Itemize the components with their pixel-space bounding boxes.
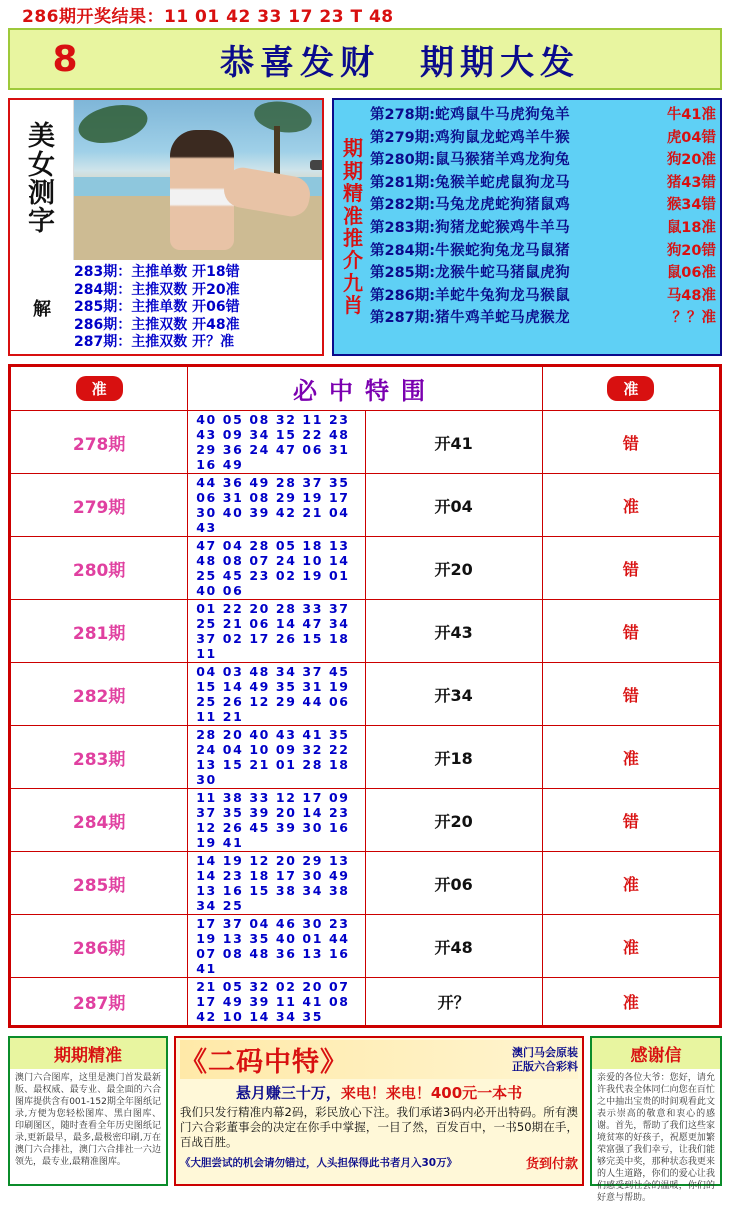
status-badge: 准	[607, 376, 654, 401]
forecast-result: 虎04错	[666, 129, 716, 146]
bottom-left-panel	[8, 1036, 168, 1186]
list-item: 283期：主推单数 开18错	[74, 264, 240, 280]
bottom-section	[8, 1036, 722, 1203]
ad-subtitle	[512, 1046, 578, 1074]
row-result: 错	[542, 789, 719, 852]
header-right-badge-cell	[542, 367, 719, 411]
forecast-side-char-5: 介	[343, 248, 363, 273]
greeting-text: 恭喜发财 期期大发	[220, 42, 580, 83]
tree-trunk-icon	[274, 126, 280, 176]
palm-tree-right-icon	[252, 100, 314, 136]
greeting-banner	[8, 28, 722, 90]
ad-headline-b: 来电！来电！	[340, 1084, 431, 1102]
photo-top	[10, 100, 322, 260]
table-title: 必中特围	[188, 367, 543, 411]
bottom-center-ad	[174, 1036, 584, 1186]
row-open: 开43	[365, 600, 542, 663]
forecast-issue: 第283期:	[370, 219, 436, 236]
row-issue: 280期	[11, 537, 188, 600]
forecast-result: ？？准	[672, 310, 716, 327]
row-open: 开18	[365, 726, 542, 789]
table-row	[11, 726, 720, 789]
forecast-issue: 第278期:	[370, 107, 436, 123]
forecast-row	[370, 262, 716, 285]
forecast-zodiac: 猪牛鸡羊蛇马虎猴龙	[435, 310, 571, 327]
vertical-title-char-2: 测	[28, 178, 55, 209]
list-item: 286期：主推双数 开48准	[74, 316, 240, 333]
row-numbers: 44 36 49 28 37 35 06 31 08 29 19 17 30 40 39 42 21 04 43	[188, 474, 365, 537]
forecast-zodiac: 龙猴牛蛇马猪鼠虎狗	[435, 265, 571, 282]
forecast-row	[370, 217, 716, 240]
forecast-row	[370, 240, 716, 263]
forecast-zodiac: 狗猪龙蛇猴鸡牛羊马	[435, 219, 571, 236]
table-row	[11, 915, 720, 978]
row-issue: 283期	[11, 726, 188, 789]
forecast-result: 狗20错	[666, 242, 716, 259]
row-numbers: 11 38 33 12 17 09 37 35 39 20 14 23 12 26 45 39 30 16 19 41	[188, 789, 365, 852]
row-numbers: 21 05 32 02 20 07 17 49 39 11 41 08 42 10 14 34 35	[188, 978, 365, 1026]
forecast-result: 猴34错	[666, 197, 716, 214]
forecast-zodiac: 鸡狗鼠龙蛇鸡羊牛猴	[435, 129, 571, 146]
row-result: 错	[542, 537, 719, 600]
ad-title: 《二码中特》	[180, 1047, 348, 1078]
forecast-issue: 第282期:	[370, 197, 436, 214]
row-result: 准	[542, 474, 719, 537]
ad-headline	[180, 1082, 578, 1103]
draw-result-bar: 286期开奖结果：11 01 42 33 17 23 T 48	[0, 0, 730, 28]
row-issue: 281期	[11, 600, 188, 663]
row-issue: 285期	[11, 852, 188, 915]
ad-subtitle-line2: 正版六合彩料	[512, 1059, 578, 1073]
forecast-row	[370, 172, 716, 195]
forecast-side-char-7: 肖	[343, 293, 363, 318]
ad-headline-a: 悬月赚三十万，	[235, 1084, 341, 1102]
forecast-zodiac: 蛇鸡鼠牛马虎狗兔羊	[435, 107, 571, 123]
forecast-zodiac: 牛猴蛇狗兔龙马鼠猪	[435, 242, 571, 259]
row-result: 准	[542, 852, 719, 915]
row-numbers: 17 37 04 46 30 23 19 13 35 40 01 44 07 08 48 36 13 16 41	[188, 915, 365, 978]
row-issue: 282期	[11, 663, 188, 726]
bottom-left-body: 澳门六合图库，这里是澳门首发最新版、最权威、最专业、最全面的六合图库提供含有001-152期全年图纸记录,方便为您轻松图库、黑白图库、印刷图区，随时查看全年历史图纸记录,更新最早，最多,最极密印刷,万在澳门六合排社，澳门六合排社一六边领先，最专业,最精准图库。	[15, 1073, 161, 1167]
forecast-result: 牛41准	[666, 107, 716, 123]
table-row	[11, 978, 720, 1026]
row-open: 开04	[365, 474, 542, 537]
table-row	[11, 600, 720, 663]
table-row	[11, 411, 720, 474]
ad-footer-cta[interactable]: 货到付款	[525, 1157, 578, 1172]
row-open: 开06	[365, 852, 542, 915]
forecast-side-char-4: 推	[343, 226, 363, 250]
forecast-side-char-0: 期	[343, 136, 363, 161]
table-row	[11, 663, 720, 726]
forecast-side-char-3: 准	[343, 203, 363, 228]
forecast-side-title	[336, 102, 370, 352]
forecast-zodiac: 鼠马猴猪羊鸡龙狗兔	[435, 152, 571, 169]
row-numbers: 40 05 08 32 11 23 43 09 34 15 22 48 29 36 24 47 06 31 16 49	[188, 411, 365, 474]
forecast-rows	[370, 102, 718, 352]
row-open: 开20	[365, 537, 542, 600]
table-row	[11, 537, 720, 600]
row-numbers: 28 20 40 43 41 35 24 04 10 09 32 22 13 15 21 01 28 18 30	[188, 726, 365, 789]
bottom-right-body: 亲爱的各位大爷：您好，请允许我代表全体同仁向您在百忙之中抽出宝贵的时间观看此文表示崇高的敬意和衷心的感谢。首先，帮助了我们这些家境贫寒的好孩子，祝愿更加繁荣富强了我们幸亏，让我们能够完美中奖，那种状态我更来的人生道路，你们的爱心让我们感受到社会的温暖，你们的好意与帮助。	[597, 1073, 715, 1203]
forecast-zodiac: 马兔龙虎蛇狗猪鼠鸡	[435, 197, 571, 214]
solve-label: 解	[33, 299, 51, 320]
table-row	[11, 852, 720, 915]
row-result: 错	[542, 600, 719, 663]
greeting-number: 8	[52, 38, 78, 80]
table-header-row	[11, 367, 720, 411]
list-item: 287期：主推双数 开？准	[74, 334, 235, 350]
row-issue: 278期	[11, 411, 188, 474]
forecast-result: 狗20准	[666, 152, 716, 169]
ad-footer-note: 《大胆尝试的机会请勿错过，人头担保得此书者月入30万》	[180, 1157, 458, 1169]
forecast-zodiac: 羊蛇牛兔狗龙马猴鼠	[435, 287, 571, 304]
forecast-row	[370, 285, 716, 308]
forecast-issue: 第287期:	[370, 310, 436, 327]
row-numbers: 14 19 12 20 29 13 14 23 18 17 30 49 13 16 15 38 34 38 34 25	[188, 852, 365, 915]
bottom-left-title: 期期精准	[10, 1038, 166, 1069]
forecast-side-char-1: 期	[343, 158, 363, 183]
forecast-issue: 第281期:	[370, 174, 436, 191]
row-open: 开48	[365, 915, 542, 978]
list-item: 285期：主推单数 开06错	[74, 299, 240, 315]
palm-tree-left-icon	[75, 100, 151, 149]
forecast-issue: 第279期:	[370, 129, 436, 146]
forecast-issue: 第285期:	[370, 265, 436, 282]
forecast-issue: 第286期:	[370, 287, 436, 304]
row-numbers: 04 03 48 34 37 45 15 14 49 35 31 19 25 26 12 29 44 06 11 21	[188, 663, 365, 726]
forecast-zodiac: 兔猴羊蛇虎鼠狗龙马	[435, 174, 571, 191]
row-issue: 287期	[11, 978, 188, 1026]
row-result: 准	[542, 726, 719, 789]
bottom-right-panel	[590, 1036, 722, 1203]
row-result: 错	[542, 411, 719, 474]
nine-zodiac-forecast-panel	[332, 98, 722, 356]
forecast-side-char-6: 九	[343, 270, 363, 295]
table-row	[11, 474, 720, 537]
row-issue: 284期	[11, 789, 188, 852]
must-hit-table-wrapper	[8, 364, 722, 1028]
forecast-row	[370, 194, 716, 217]
vertical-title	[10, 100, 74, 260]
vertical-title-char-1: 女	[28, 149, 55, 181]
row-result: 错	[542, 663, 719, 726]
ad-header	[180, 1040, 578, 1079]
status-badge: 准	[76, 376, 123, 401]
middle-section	[8, 98, 722, 356]
list-item: 284期：主推双数 开20准	[74, 281, 240, 298]
ad-headline-c: 400元一本书	[430, 1084, 523, 1102]
row-open: 开20	[365, 789, 542, 852]
beauty-divination-panel	[8, 98, 324, 356]
ad-body: 我们只发行精准内幕2码，彩民放心下注。我们承诺3码内必开出特码。所有澳门六合彩董事会的决定在你手中掌握，一目了然，百发百中，一书50期在手，百战百胜。	[180, 1105, 578, 1149]
row-issue: 286期	[11, 915, 188, 978]
row-result: 准	[542, 915, 719, 978]
forecast-side-char-2: 精	[343, 181, 363, 206]
row-open: 开？	[365, 978, 542, 1026]
forecast-row	[370, 149, 716, 172]
forecast-result: 马48准	[666, 287, 716, 304]
ad-subtitle-line1: 澳门马会原装	[512, 1045, 578, 1059]
forecast-issue: 第280期:	[370, 152, 436, 169]
forecast-result: 鼠06准	[666, 265, 716, 282]
bottom-right-title: 感谢信	[592, 1038, 720, 1069]
forecast-result: 鼠18准	[666, 219, 716, 236]
row-issue: 279期	[11, 474, 188, 537]
row-open: 开41	[365, 411, 542, 474]
ad-footer	[180, 1153, 578, 1172]
forecast-row	[370, 307, 716, 330]
divination-records	[10, 260, 322, 354]
records-list	[74, 262, 322, 354]
header-left-badge-cell	[11, 367, 188, 411]
must-hit-table	[10, 366, 720, 1026]
forecast-row	[370, 104, 716, 127]
forecast-row	[370, 127, 716, 150]
forecast-result: 猪43错	[666, 174, 716, 191]
row-numbers: 01 22 20 28 33 37 25 21 06 14 47 34 37 02 17 26 15 18 11	[188, 600, 365, 663]
row-open: 开34	[365, 663, 542, 726]
row-result: 准	[542, 978, 719, 1026]
vertical-title-char-0: 美	[28, 121, 55, 153]
forecast-issue: 第284期:	[370, 242, 436, 259]
table-row	[11, 789, 720, 852]
vertical-title-char-3: 字	[28, 206, 55, 238]
boat-icon	[310, 160, 322, 170]
beach-photo	[74, 100, 322, 260]
row-numbers: 47 04 28 05 18 13 48 08 07 24 10 14 25 45 23 02 19 01 40 06	[188, 537, 365, 600]
